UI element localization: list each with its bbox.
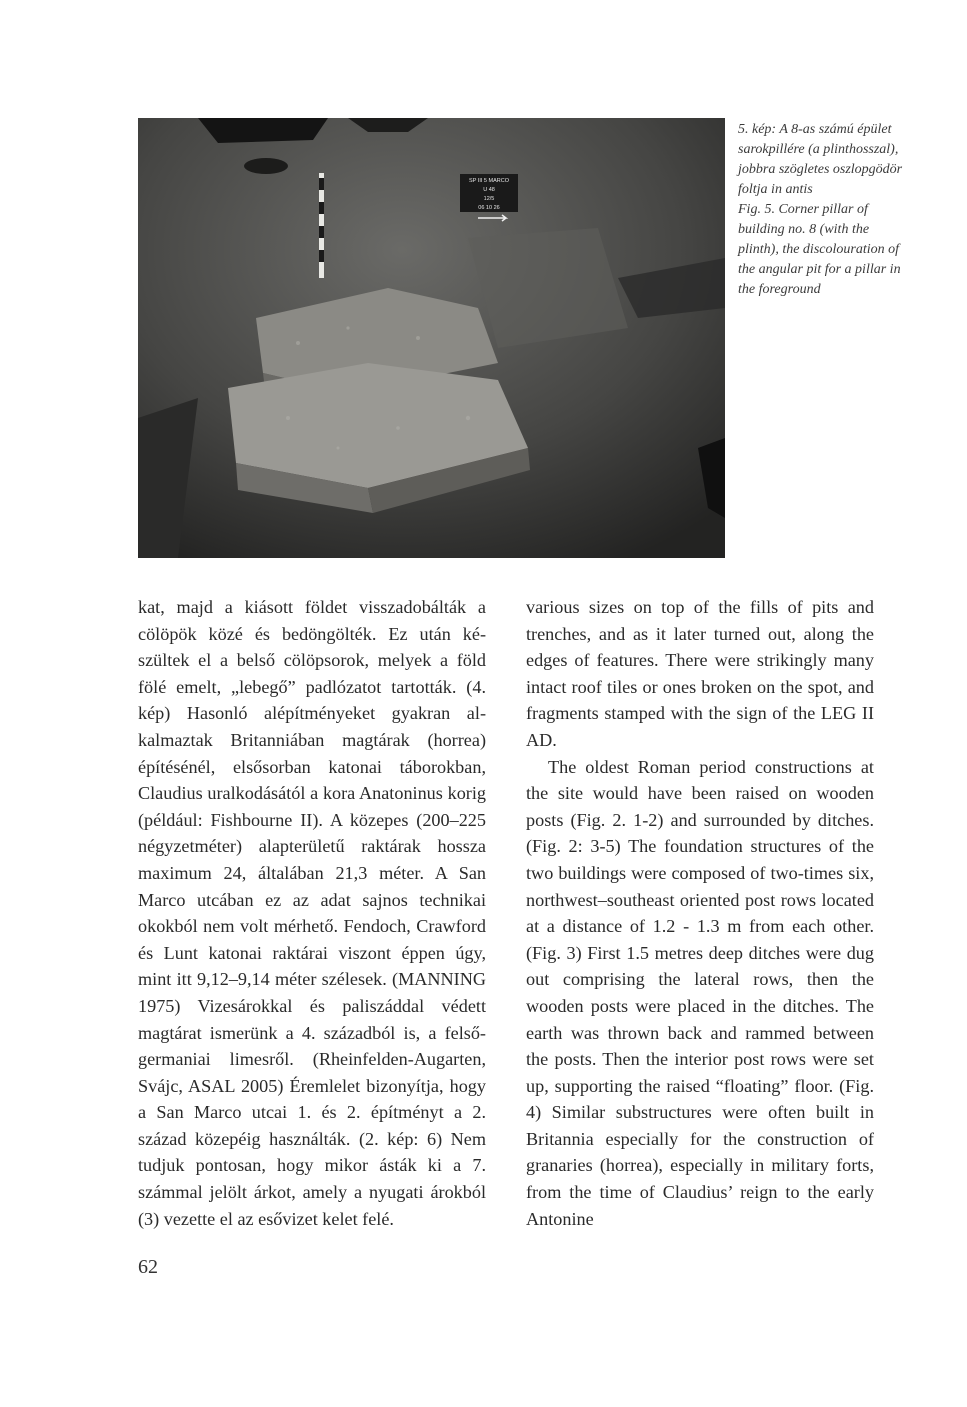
figure-caption-hungarian: 5. kép: A 8-as számú épület sarokpillére (a plinthosszal), jobbra szögletes oszlopgödör foltja in antis (738, 122, 903, 197)
left-text-column (138, 594, 486, 1232)
page-number: 62 (138, 1256, 158, 1278)
board-line-2: U 48 (483, 187, 495, 193)
board-line-3: 12/5 (483, 196, 495, 202)
excavation-photo (138, 118, 725, 558)
right-paragraph-2: The oldest Roman period constructions at the site would have been raised on wooden posts (Fig. 2. 1-2) and surrounded by ditches. (Fig. 2: 3-5) The foundation structures of the two buildings were composed of two-times six, northwest–southeast oriented post rows located at a distance of 1.2 - 1.3 m from each other. (Fig. 3) First 1.5 metres deep ditches were dug out comprising the lateral rows, then the wooden posts were placed in the ditches. The earth was thrown back and rammed between the posts. Then the interior post rows were set up, supporting the raised “floating” floor. (Fig. 4) Similar substructures were often built in Britannia especially for the construction of granaries (horrea), especially in military forts, from the time of Claudius’ reign to the early Antonine (526, 756, 874, 1229)
figure-caption-english: Fig. 5. Corner pillar of building no. 8 (with the plinth), the discolouration of the angular pit for a pillar in the foreground (738, 202, 901, 297)
figure-caption (738, 120, 908, 300)
board-line-1: SP III 5 MARCO (469, 178, 509, 184)
left-paragraph-1: kat, majd a kiásott földet visszadobálták a cölöpök közé és bedöngölték. Ez után készültek el a belső cölöpsorok, melyek a föld fölé emelt, „lebegő” padlózatot tartották. (4. kép) Hasonló alépítményeket gyakran alkalmaztak Britanniában magtárak (horrea) építésénél, elsősorban katonai táborokban, Claudius uralkodásától a kora Anatoninus korig (például: Fishbourne II). A közepes (200–225 négyzetméter) alapterületű raktárak hossza maximum 24, általában 21,3 méter. A San Marco utcában ez az adat sajnos technikai okokból nem volt mérhető. Fendoch, Crawford és Lunt katonai raktárai viszont éppen úgy, mint itt 9,12–9,14 méter szélesek. (MANNING 1975) Vizesárokkal és paliszáddal védett magtárat ismerünk a 4. századból is, a felső-germaniai limesről. (Rheinfelden-Augarten, Svájc, ASAL 2005) Éremlelet bizonyítja, hogy a San Marco utcai 1. és 2. építményt a 2. század közepéig használták. (2. kép: 6) Nem tudjuk pontosan, hogy mikor ásták ki a 7. számmal jelölt árkot, amely a nyugati árokból (3) vezette el az esővizet kelet felé. (138, 597, 486, 1229)
right-paragraph-1: various sizes on top of the fills of pits and trenches, and as it later turned out, along the edges of features. There were strikingly many intact roof tiles or ones broken on the spot, and fragments stamped with the sign of the LEG II AD. (526, 597, 874, 750)
excavation-photo-drawing (138, 118, 725, 558)
measuring-pole (319, 173, 324, 278)
right-text-column (526, 594, 874, 1232)
board-line-4: 06 10 26 (478, 205, 500, 211)
